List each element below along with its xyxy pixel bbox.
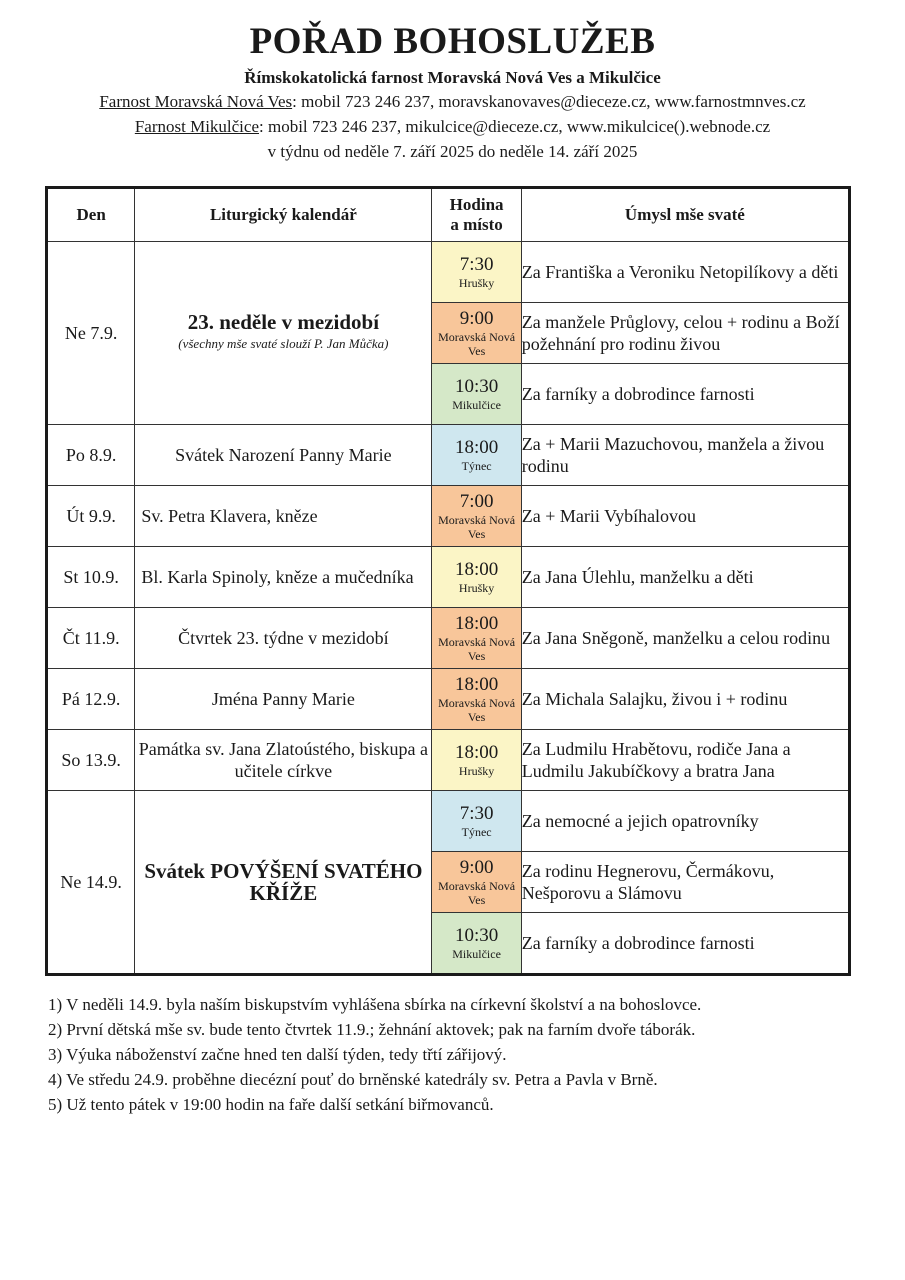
mass-intention: Za rodinu Hegnerovu, Čermákovu, Nešporovu a Slámovu: [521, 852, 849, 913]
mass-time: 18:00: [454, 742, 499, 763]
mass-place: Týnec: [461, 459, 492, 473]
day-cell: Ne 7.9.: [47, 242, 135, 425]
contact-text-mnv: : mobil 723 246 237, moravskanovaves@dieceze.cz, www.farnostmnves.cz: [292, 92, 806, 111]
mass-place: Moravská Nová Ves: [438, 513, 516, 541]
mass-intention: Za nemocné a jejich opatrovníky: [521, 791, 849, 852]
table-row: [47, 791, 850, 852]
contact-label-mnv: Farnost Moravská Nová Ves: [99, 92, 293, 111]
header-liturgical-calendar: Liturgický kalendář: [135, 188, 432, 242]
mass-place: Týnec: [461, 825, 492, 839]
mass-time: 18:00: [454, 674, 499, 695]
table-row: [47, 425, 850, 486]
mass-time: 18:00: [454, 437, 499, 458]
liturgical-text: Jména Panny Marie: [211, 689, 355, 709]
liturgical-cell: [135, 730, 432, 791]
mass-time: 18:00: [454, 559, 499, 580]
mass-place: Hrušky: [458, 276, 495, 290]
mass-time: 7:30: [459, 803, 494, 824]
day-cell: Ne 14.9.: [47, 791, 135, 975]
contact-line-mikulcice: [0, 114, 905, 139]
parish-subtitle: Římskokatolická farnost Moravská Nová Ves a Mikulčice: [244, 68, 661, 87]
liturgical-text: Svátek Narození Panny Marie: [175, 445, 392, 465]
announcement-2: 2) První dětská mše sv. bude tento čtvrtek 11.9.; žehnání aktovek; pak na farním dvoře táborák.: [48, 1020, 696, 1039]
liturgical-cell: [135, 486, 432, 547]
mass-place: Moravská Nová Ves: [438, 879, 516, 907]
mass-place: Mikulčice: [452, 398, 501, 412]
mass-intention: Za Jana Sněgoně, manželku a celou rodinu: [521, 608, 849, 669]
announcement-3: 3) Výuka náboženství začne hned ten další týden, tedy třtí zářijový.: [48, 1045, 507, 1064]
mass-intention: Za farníky a dobrodince farnosti: [521, 364, 849, 425]
mass-time: 7:00: [459, 491, 494, 512]
table-row: [47, 242, 850, 303]
liturgical-text: Čtvrtek 23. týdne v mezidobí: [178, 628, 389, 648]
header-mass-intention: Úmysl mše svaté: [521, 188, 849, 242]
day-cell: Po 8.9.: [47, 425, 135, 486]
announcement-4: 4) Ve středu 24.9. proběhne diecézní pouť do brněnské katedrály sv. Petra a Pavla v Brně.: [48, 1070, 658, 1089]
mass-intention: Za Michala Salajku, živou i + rodinu: [521, 669, 849, 730]
mass-place: Moravská Nová Ves: [438, 330, 516, 358]
time-place-cell: [432, 303, 521, 364]
header-time-place: [432, 188, 521, 242]
schedule-body: [47, 242, 850, 975]
mass-time: 10:30: [454, 376, 499, 397]
announcement-5: 5) Už tento pátek v 19:00 hodin na faře další setkání biřmovanců.: [48, 1095, 494, 1114]
table-row: [47, 608, 850, 669]
mass-intention: Za + Marii Vybíhalovou: [521, 486, 849, 547]
table-row: [47, 669, 850, 730]
mass-intention: Za Františka a Veroniku Netopilíkovy a děti: [521, 242, 849, 303]
contact-text-mikulcice: : mobil 723 246 237, mikulcice@dieceze.cz, www.mikulcice().webnode.cz: [259, 117, 771, 136]
liturgical-text: Bl. Karla Spinoly, kněze a mučedníka: [141, 567, 414, 587]
mass-intention: Za manžele Průglovy, celou + rodinu a Boží požehnání pro rodinu živou: [521, 303, 849, 364]
mass-intention: Za farníky a dobrodince farnosti: [521, 913, 849, 975]
feast-title: Svátek POVÝŠENÍ SVATÉHO KŘÍŽE: [144, 859, 423, 905]
week-range: v týdnu od neděle 7. září 2025 do neděle 14. září 2025: [267, 142, 638, 161]
feast-title: 23. neděle v mezidobí: [187, 310, 380, 334]
liturgical-cell: [135, 791, 432, 975]
feast-note: (všechny mše svaté slouží P. Jan Můčka): [178, 336, 389, 351]
mass-place: Hrušky: [458, 764, 495, 778]
liturgical-text: Sv. Petra Klavera, kněze: [141, 506, 318, 526]
mass-place: Moravská Nová Ves: [438, 635, 516, 663]
time-place-cell: [432, 913, 521, 975]
mass-time: 7:30: [459, 254, 494, 275]
contact-line-mnv: [0, 89, 905, 114]
header-time-line1: Hodina: [449, 195, 504, 214]
day-cell: Pá 12.9.: [47, 669, 135, 730]
liturgical-text: Památka sv. Jana Zlatoústého, biskupa a učitele církve: [138, 739, 429, 781]
mass-place: Mikulčice: [452, 947, 501, 961]
announcements: [48, 992, 868, 1117]
table-row: [47, 486, 850, 547]
time-place-cell: [432, 486, 521, 547]
time-place-cell: [432, 669, 521, 730]
header: [0, 20, 905, 164]
mass-time: 18:00: [454, 613, 499, 634]
mass-place: Hrušky: [458, 581, 495, 595]
liturgical-cell: [135, 669, 432, 730]
mass-time: 9:00: [459, 308, 494, 329]
time-place-cell: [432, 730, 521, 791]
mass-intention: Za Jana Úlehlu, manželku a děti: [521, 547, 849, 608]
time-place-cell: [432, 852, 521, 913]
mass-intention: Za + Marii Mazuchovou, manžela a živou rodinu: [521, 425, 849, 486]
time-place-cell: [432, 608, 521, 669]
header-day: Den: [47, 188, 135, 242]
day-cell: Čt 11.9.: [47, 608, 135, 669]
table-header-row: [47, 188, 850, 242]
announcement-1: 1) V neděli 14.9. byla naším biskupstvím vyhlášena sbírka na církevní školství a na bohoslovce.: [48, 995, 702, 1014]
page-title: POŘAD BOHOSLUŽEB: [249, 21, 656, 62]
header-time-line2: a místo: [450, 215, 503, 234]
time-place-cell: [432, 791, 521, 852]
schedule-table: [45, 186, 851, 976]
liturgical-cell: [135, 242, 432, 425]
mass-time: 10:30: [454, 925, 499, 946]
time-place-cell: [432, 547, 521, 608]
liturgical-cell: [135, 425, 432, 486]
time-place-cell: [432, 242, 521, 303]
time-place-cell: [432, 425, 521, 486]
liturgical-cell: [135, 608, 432, 669]
table-row: [47, 730, 850, 791]
mass-place: Moravská Nová Ves: [438, 696, 516, 724]
liturgical-cell: [135, 547, 432, 608]
day-cell: So 13.9.: [47, 730, 135, 791]
mass-time: 9:00: [459, 857, 494, 878]
mass-intention: Za Ludmilu Hrabětovu, rodiče Jana a Ludmilu Jakubíčkovy a bratra Jana: [521, 730, 849, 791]
contact-label-mikulcice: Farnost Mikulčice: [134, 117, 259, 136]
time-place-cell: [432, 364, 521, 425]
day-cell: St 10.9.: [47, 547, 135, 608]
day-cell: Út 9.9.: [47, 486, 135, 547]
table-row: [47, 547, 850, 608]
